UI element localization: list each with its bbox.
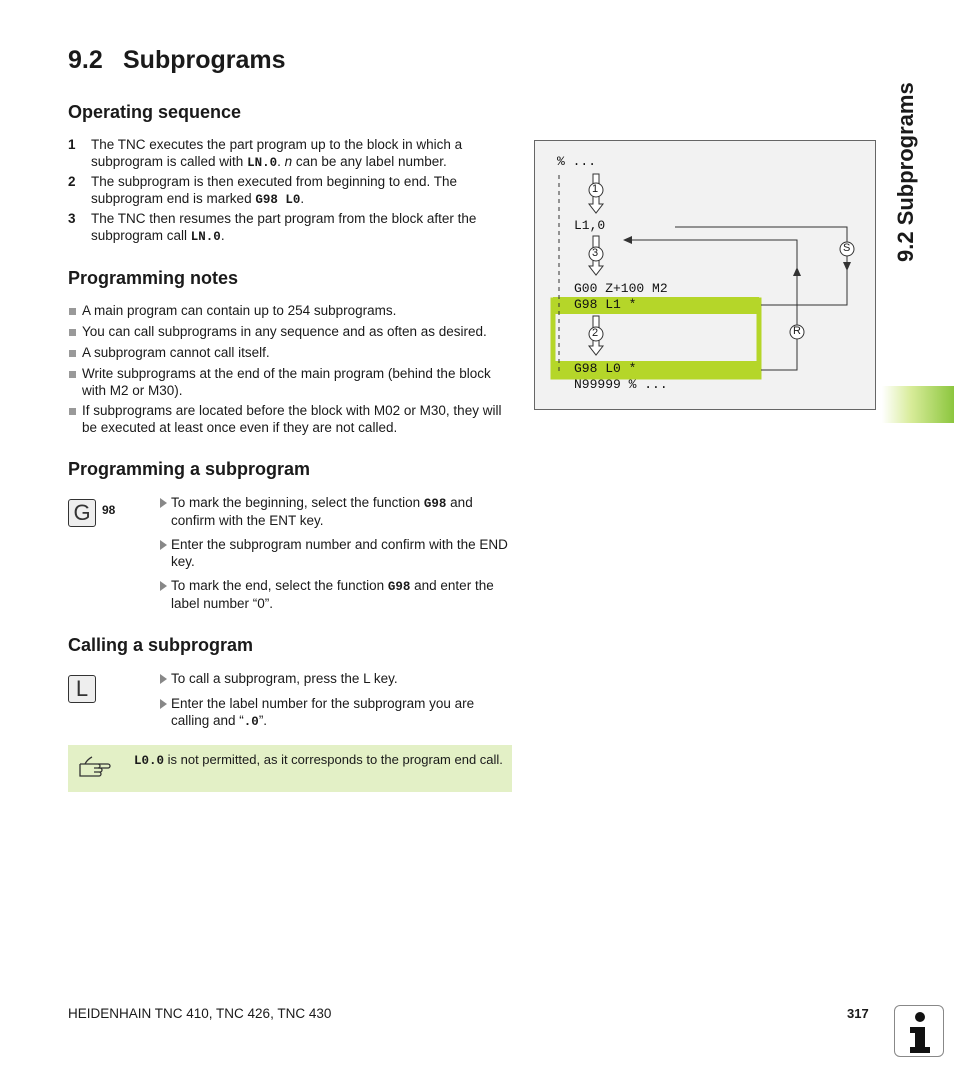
arrow-right-icon <box>160 540 167 550</box>
side-tab <box>882 386 954 423</box>
arrow-right-icon <box>160 498 167 508</box>
heading-programming-subprogram: Programming a subprogram <box>68 459 311 479</box>
list-item: You can call subprograms in any sequence and as often as desired. <box>68 324 514 341</box>
code-line: % ... <box>557 154 597 169</box>
heading-programming-notes: Programming notes <box>68 268 239 288</box>
key-number: 98 <box>102 503 116 517</box>
instruction-step: To mark the end, select the function G98 and enter the label number “0”. <box>160 578 512 612</box>
code-line: N99999 % ... <box>574 377 668 392</box>
code-line: G98 L1 * <box>574 297 637 312</box>
heading-operating-sequence: Operating sequence <box>68 102 242 122</box>
page-title: 9.2 Subprograms <box>68 46 286 74</box>
marker-3: 3 <box>592 247 599 259</box>
page-number: 317 <box>847 1006 869 1021</box>
subprogram-diagram <box>534 140 876 410</box>
g-key-icon: G <box>68 499 96 527</box>
info-icon <box>894 1005 944 1057</box>
step-2: 2 The subprogram is then executed from beginning to end. The subprogram end is marked G98 L0. <box>68 174 457 207</box>
step-3: 3 The TNC then resumes the part program from the block after the subprogram call LN.0. <box>68 211 477 244</box>
note-box <box>68 745 512 792</box>
list-item: A main program can contain up to 254 subprograms. <box>68 303 514 320</box>
footer-text: HEIDENHAIN TNC 410, TNC 426, TNC 430 <box>68 1006 332 1021</box>
note-text: L0.0 is not permitted, as it corresponds to the program end call. <box>134 752 503 768</box>
arrow-right-icon <box>160 674 167 684</box>
list-item: If subprograms are located before the block with M02 or M30, they will be executed at least once even if they are not called. <box>68 403 514 436</box>
instruction-step: To mark the beginning, select the function G98 and confirm with the ENT key. <box>160 495 512 529</box>
step-1: 1 The TNC executes the part program up to the block in which a subprogram is called with LN.0. n can be any label number. <box>68 137 463 170</box>
marker-s: S <box>843 242 851 254</box>
side-section-title: 9.2 Subprograms <box>893 82 918 262</box>
code-line: G98 L0 * <box>574 361 637 376</box>
hand-pointer-icon <box>78 755 112 781</box>
list-item: Write subprograms at the end of the main program (behind the block with M2 or M30). <box>68 366 514 399</box>
marker-r: R <box>793 325 801 337</box>
marker-2: 2 <box>592 327 599 339</box>
instruction-step: Enter the subprogram number and confirm with the END key. <box>160 537 512 570</box>
code-line: G00 Z+100 M2 <box>574 281 668 296</box>
list-item: A subprogram cannot call itself. <box>68 345 514 362</box>
l-key-icon: L <box>68 675 96 703</box>
arrow-right-icon <box>160 699 167 709</box>
arrow-right-icon <box>160 581 167 591</box>
instruction-step: To call a subprogram, press the L key. <box>160 671 512 688</box>
heading-calling-subprogram: Calling a subprogram <box>68 635 254 655</box>
marker-1: 1 <box>592 183 599 195</box>
instruction-step: Enter the label number for the subprogram you are calling and “.0”. <box>160 696 512 730</box>
code-line: L1,0 <box>574 218 606 233</box>
